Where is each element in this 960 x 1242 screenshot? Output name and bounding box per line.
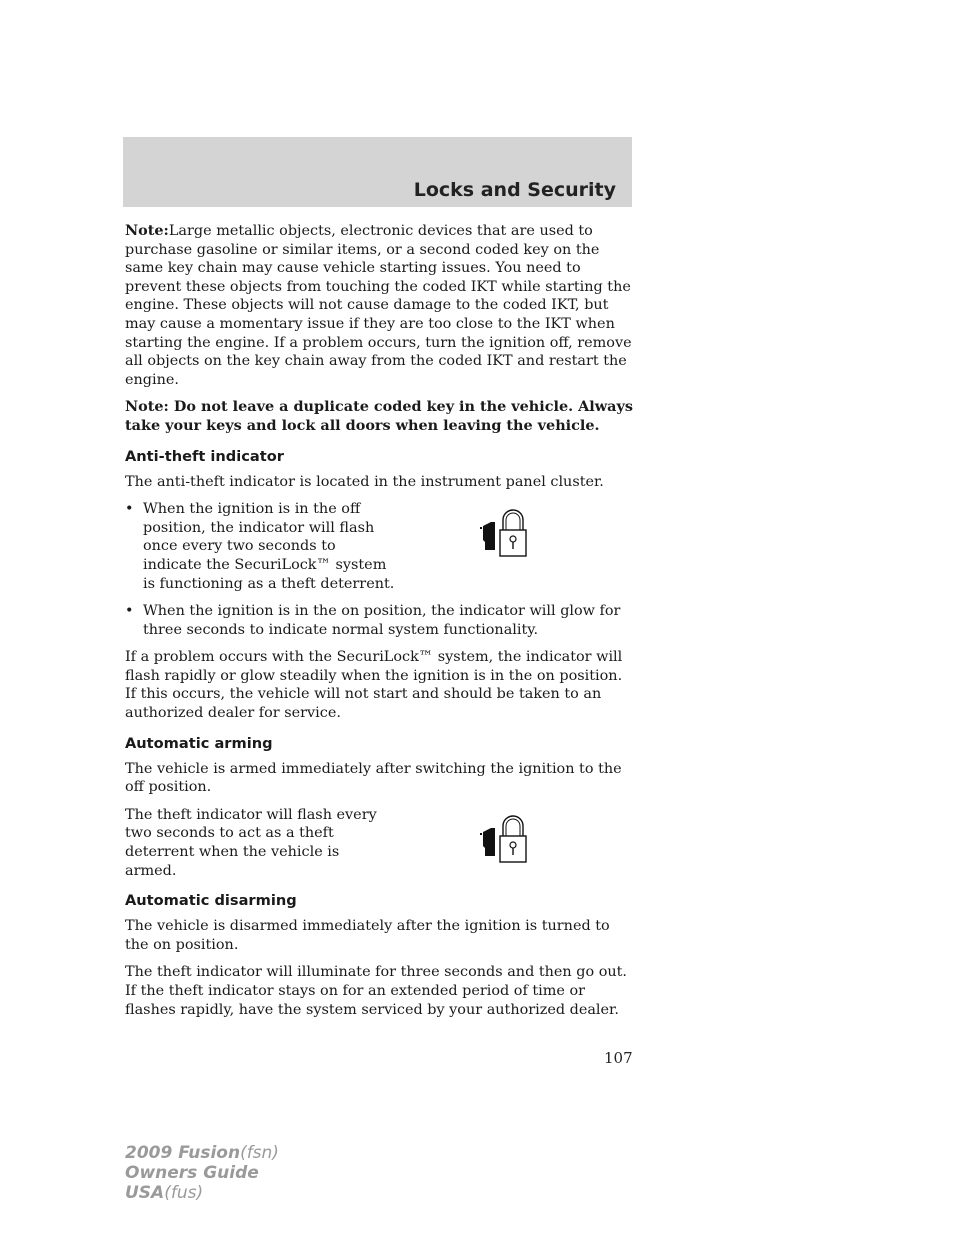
footer-region: USA xyxy=(125,1183,165,1203)
heading-anti-theft: Anti-theft indicator xyxy=(125,447,284,465)
arming-with-icon xyxy=(125,806,635,880)
arming-paragraph: The vehicle is armed immediately after switching the ignition to the off position. xyxy=(125,760,622,796)
note-label: Note: xyxy=(125,222,169,239)
theft-indicator-icon xyxy=(479,812,541,864)
problem-paragraph: If a problem occurs with the SecuriLock™ system, the indicator will flash rapidly or glow steadily when the ignition is in the on position. If this occurs, the vehicle will not start and should be taken to an authorized dealer for service. xyxy=(125,649,623,722)
page-content xyxy=(125,222,635,1028)
bullet-dot: • xyxy=(125,501,134,518)
bullet-text: When the ignition is in the off position, the indicator will flash once every two seconds to indicate the SecuriLock™ system is functioning as a theft deterrent. xyxy=(143,501,395,592)
bullet-with-icon xyxy=(125,500,635,593)
note-text: Large metallic objects, electronic devices that are used to purchase gasoline or similar items, or a second coded key on the same key chain may cause vehicle starting issues. You need to prevent these objects from touching the coded IKT while starting the engine. These objects will not cause damage to the coded IKT, but may cause a momentary issue if they are too close to the IKT when starting the engine. If a problem occurs, turn the ignition off, remove all objects on the key chain away from the coded IKT and restart the engine. xyxy=(125,223,632,388)
header-band xyxy=(123,137,632,207)
footer-model-code: (fsn) xyxy=(240,1143,279,1163)
bullet-text: When the ignition is in the on position, the indicator will glow for three seconds to indicate normal system functionality. xyxy=(143,603,621,638)
footer-guide-line xyxy=(125,1163,279,1183)
warning-note: Note: Do not leave a duplicate coded key in the vehicle. Always take your keys and lock all doors when leaving the vehicle. xyxy=(125,398,633,434)
footer-model-line xyxy=(125,1143,279,1163)
heading-automatic-disarming: Automatic disarming xyxy=(125,892,297,910)
footer-model: 2009 Fusion xyxy=(125,1143,241,1163)
footer-region-line xyxy=(125,1183,279,1203)
bullet-item xyxy=(125,500,398,593)
page-number: 107 xyxy=(604,1049,633,1067)
disarming-indicator-paragraph: The theft indicator will illuminate for three seconds and then go out. If the theft indicator stays on for an extended period of time or flashes rapidly, have the system serviced by your authorized dealer. xyxy=(125,964,628,1018)
footer-guide: Owners Guide xyxy=(125,1163,259,1183)
footer-region-code: (fus) xyxy=(164,1183,204,1203)
theft-indicator-icon xyxy=(479,506,541,558)
note-paragraph xyxy=(125,222,635,389)
arming-indicator-paragraph: The theft indicator will flash every two seconds to act as a theft deterrent when the vehicle is armed. xyxy=(125,806,377,879)
heading-automatic-arming: Automatic arming xyxy=(125,734,273,752)
anti-theft-intro: The anti-theft indicator is located in the instrument panel cluster. xyxy=(125,473,604,490)
disarming-paragraph: The vehicle is disarmed immediately after the ignition is turned to the on position. xyxy=(125,918,610,953)
section-title: Locks and Security xyxy=(413,179,616,201)
bullet-item xyxy=(125,602,635,639)
bullet-dot: • xyxy=(125,603,134,620)
footer xyxy=(125,1143,279,1203)
